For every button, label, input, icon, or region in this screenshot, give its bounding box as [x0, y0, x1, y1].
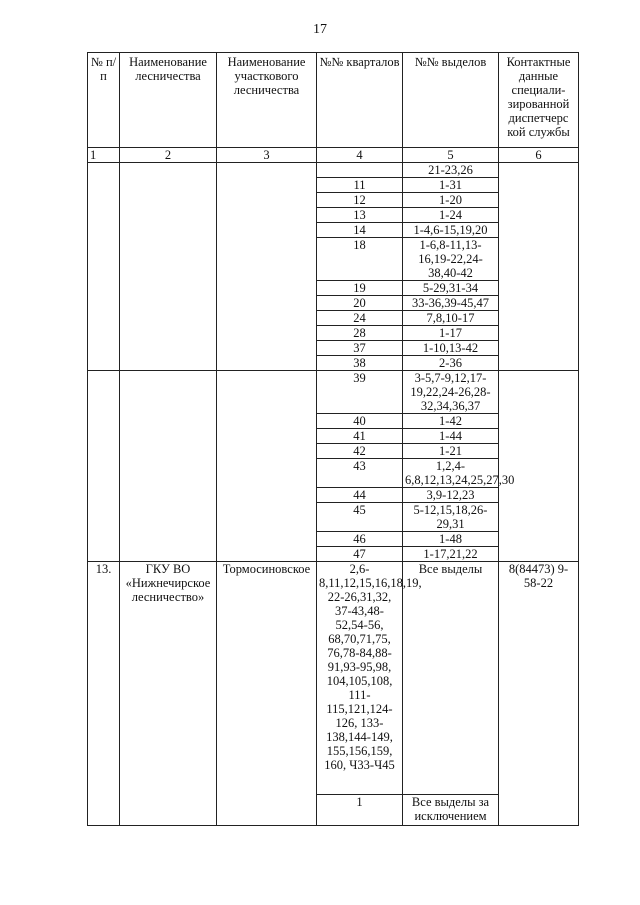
kvartal-cell: 46	[317, 532, 403, 547]
kvartal-cell: 11	[317, 178, 403, 193]
header-lesnichestvo: Наименование лесничества	[120, 53, 217, 148]
page-number: 17	[313, 22, 327, 37]
kvartal-cell: 12	[317, 193, 403, 208]
empty-cell	[88, 371, 120, 562]
empty-cell	[120, 371, 217, 562]
kvartal-cell: 20	[317, 296, 403, 311]
kvartal-cell: 2,6-8,11,12,15,16,18,19, 22-26,31,32, 37-43,48-52,54-56, 68,70,71,75, 76,78-84,88-91,93-95,98, 104,105,108, 111-115,121,124-126, 133-138,144-149, 155,156,159, 160, Ч33-Ч45	[317, 562, 403, 795]
kvartal-cell: 19	[317, 281, 403, 296]
empty-cell	[88, 163, 120, 371]
kvartal-cell: 40	[317, 414, 403, 429]
vydely-cell: 1-31	[403, 178, 499, 193]
header-kvartaly: №№ кварталов	[317, 53, 403, 148]
header-contact: Контактные данные специали-зированной диспетчерс кой службы	[499, 53, 579, 148]
vydely-cell: 1-4,6-15,19,20	[403, 223, 499, 238]
column-number: 1	[88, 148, 120, 163]
column-number: 4	[317, 148, 403, 163]
empty-cell	[499, 371, 579, 562]
kvartal-cell: 14	[317, 223, 403, 238]
kvartal-cell: 41	[317, 429, 403, 444]
uchastkovoe-name: Тормосиновское	[217, 562, 317, 826]
table-row	[88, 562, 579, 795]
forest-districts-table	[87, 52, 579, 826]
kvartal-cell: 18	[317, 238, 403, 281]
vydely-cell: 1-44	[403, 429, 499, 444]
kvartal-cell: 42	[317, 444, 403, 459]
contact-phone: 8(84473) 9-58-22	[499, 562, 579, 826]
vydely-cell: Все выделы	[403, 562, 499, 795]
header-uchastkovoe: Наименование участкового лесничества	[217, 53, 317, 148]
vydely-cell: 33-36,39-45,47	[403, 296, 499, 311]
vydely-cell: 3,9-12,23	[403, 488, 499, 503]
empty-cell	[499, 163, 579, 371]
vydely-cell: 1-20	[403, 193, 499, 208]
table-row	[88, 163, 579, 178]
column-number: 2	[120, 148, 217, 163]
vydely-cell: 21-23,26	[403, 163, 499, 178]
kvartal-cell: 43	[317, 459, 403, 488]
kvartal-cell: 24	[317, 311, 403, 326]
row-number: 13.	[88, 562, 120, 826]
vydely-cell: 1,2,4-6,8,12,13,24,25,27,30	[403, 459, 499, 488]
kvartal-cell: 45	[317, 503, 403, 532]
vydely-cell: 5-29,31-34	[403, 281, 499, 296]
vydely-cell: 2-36	[403, 356, 499, 371]
header-number: № п/п	[88, 53, 120, 148]
empty-cell	[120, 163, 217, 371]
column-number: 6	[499, 148, 579, 163]
vydely-cell: 1-42	[403, 414, 499, 429]
header-vydely: №№ выделов	[403, 53, 499, 148]
kvartal-cell	[317, 163, 403, 178]
column-number-row	[88, 148, 579, 163]
kvartal-cell: 1	[317, 795, 403, 826]
column-number: 5	[403, 148, 499, 163]
kvartal-cell: 39	[317, 371, 403, 414]
header-row	[88, 53, 579, 148]
kvartal-cell: 28	[317, 326, 403, 341]
kvartal-cell: 38	[317, 356, 403, 371]
kvartal-cell: 44	[317, 488, 403, 503]
vydely-cell: 1-6,8-11,13-16,19-22,24-38,40-42	[403, 238, 499, 281]
lesnichestvo-name: ГКУ ВО «Нижнечирское лесничество»	[120, 562, 217, 826]
vydely-cell: 5-12,15,18,26-29,31	[403, 503, 499, 532]
vydely-cell: 3-5,7-9,12,17-19,22,24-26,28-32,34,36,37	[403, 371, 499, 414]
vydely-cell: 1-48	[403, 532, 499, 547]
vydely-cell: 1-24	[403, 208, 499, 223]
vydely-cell: 7,8,10-17	[403, 311, 499, 326]
empty-cell	[217, 371, 317, 562]
vydely-cell: 1-17	[403, 326, 499, 341]
kvartal-cell: 37	[317, 341, 403, 356]
vydely-cell: 1-10,13-42	[403, 341, 499, 356]
column-number: 3	[217, 148, 317, 163]
kvartal-cell: 13	[317, 208, 403, 223]
empty-cell	[217, 163, 317, 371]
kvartal-cell: 47	[317, 547, 403, 562]
vydely-cell: 1-21	[403, 444, 499, 459]
table-row	[88, 371, 579, 414]
vydely-cell: Все выделы за исключением	[403, 795, 499, 826]
vydely-cell: 1-17,21,22	[403, 547, 499, 562]
